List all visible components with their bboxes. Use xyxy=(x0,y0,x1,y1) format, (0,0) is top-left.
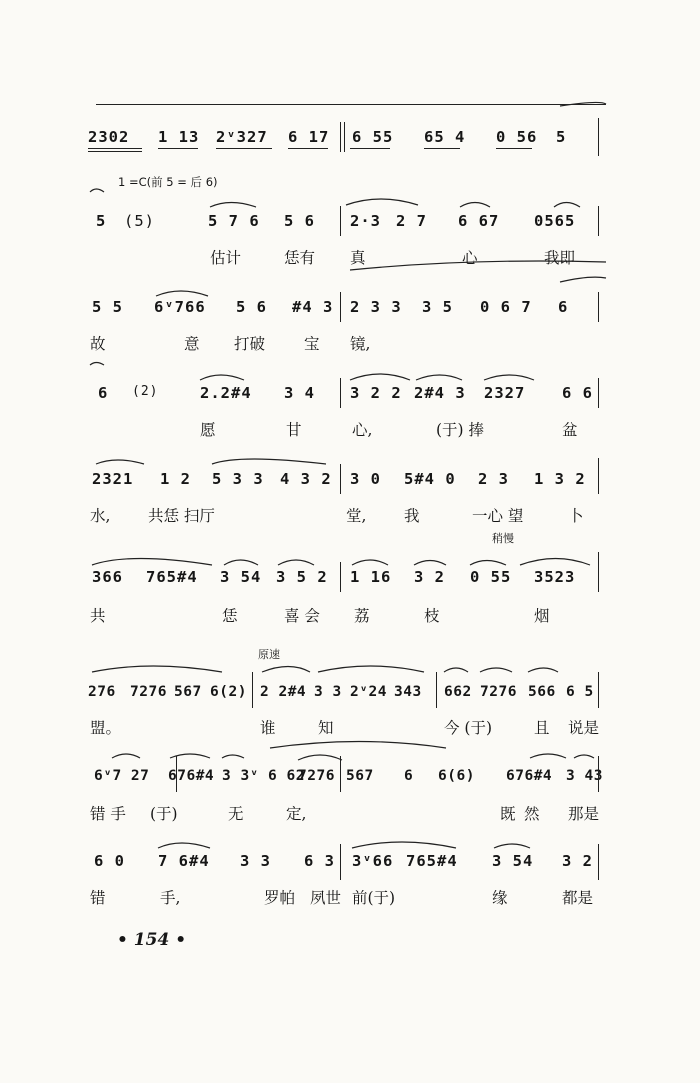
bar-line xyxy=(340,122,341,152)
bar-line xyxy=(598,672,599,708)
lyric: 盆 xyxy=(562,421,578,439)
tempo-mark-original: 原速 xyxy=(258,648,280,661)
note-group: 2ᵛ327 xyxy=(216,128,268,146)
note-group: 3 2 xyxy=(414,568,445,586)
note-group: 6 55 xyxy=(352,128,394,146)
lyric: 烟 xyxy=(534,607,550,625)
note-group: 6ᵛ7 27 xyxy=(94,768,150,784)
note-group: 3 43 xyxy=(566,768,603,784)
lyric: 恁有 xyxy=(284,249,316,267)
lyric: 甘 xyxy=(286,421,302,439)
note-group: 3 4 xyxy=(284,384,315,402)
notation-row-3 xyxy=(88,298,618,326)
note-group: 2 2#4 xyxy=(260,684,307,700)
note-group: 3 3 xyxy=(314,684,342,700)
note-group: 5 6 xyxy=(284,212,315,230)
note-group: 4 3 2 xyxy=(280,470,332,488)
lyric: 无 xyxy=(228,805,244,823)
lyric: 我 xyxy=(404,507,420,525)
notation-row-8 xyxy=(88,768,628,796)
note-group: 765#4 xyxy=(406,852,458,870)
bar-line xyxy=(340,562,341,592)
lyric-row-5 xyxy=(88,504,608,526)
note-group: 7276 xyxy=(130,684,167,700)
note-group: 366 xyxy=(92,568,123,586)
note-group: 6(2) xyxy=(210,684,247,700)
lyric: 心 xyxy=(462,249,478,267)
lyric: 水, xyxy=(90,507,111,525)
note-group: 276 xyxy=(88,684,116,700)
lyric: 故 xyxy=(90,335,106,353)
lyric-row-4 xyxy=(88,418,608,440)
lyric-row-6 xyxy=(88,604,608,626)
bar-line xyxy=(598,552,599,592)
note-group: 5 5 xyxy=(92,298,123,316)
note-group: (2) xyxy=(132,384,159,399)
bar-line xyxy=(340,206,341,236)
lyric: 知 xyxy=(318,719,334,737)
note-group: 6 5 xyxy=(566,684,594,700)
lyric: 且 xyxy=(534,719,550,737)
bar-line xyxy=(436,672,437,708)
note-group: 3 5 xyxy=(422,298,453,316)
lyric: 夙世 xyxy=(310,889,342,907)
note-group: 65 4 xyxy=(424,128,466,146)
lyric: 今 (于) xyxy=(444,719,493,737)
note-group: 7276 xyxy=(480,684,517,700)
lyric: 前(于) xyxy=(352,889,396,907)
bar-line xyxy=(340,464,341,494)
lyric: 既 xyxy=(500,805,516,823)
note-group: 3ᵛ66 xyxy=(352,852,394,870)
bar-line xyxy=(340,844,341,880)
note-group: 3 2 2 xyxy=(350,384,402,402)
note-group: 343 xyxy=(394,684,422,700)
note-group: 3 0 xyxy=(350,470,381,488)
notation-row-7 xyxy=(88,684,628,712)
note-group: 2ᵛ24 xyxy=(350,684,387,700)
note-group: 2·3 xyxy=(350,212,381,230)
note-group: 6 xyxy=(404,768,414,784)
note-group: 765#4 xyxy=(146,568,198,586)
lyric-row-3 xyxy=(88,332,608,354)
lyric: 我即 xyxy=(544,249,576,267)
note-group: 0 6 7 xyxy=(480,298,532,316)
note-group: 3 3ᵛ xyxy=(222,768,259,784)
lyric: 共 xyxy=(90,607,106,625)
lyric: (于) 捧 xyxy=(436,421,485,439)
note-group: 7276 xyxy=(298,768,335,784)
note-group: 2321 xyxy=(92,470,134,488)
note-group: 567 xyxy=(174,684,202,700)
note-group: 1 13 xyxy=(158,128,200,146)
note-group: 2#4 3 xyxy=(414,384,466,402)
lyric: 谁 xyxy=(260,719,276,737)
lyric: 手, xyxy=(160,889,181,907)
note-group: 2 3 xyxy=(478,470,509,488)
note-group: 676#4 xyxy=(506,768,553,784)
note-group: 5 3 3 xyxy=(212,470,264,488)
key-signature: 1 =C(前 5 = 后 6) xyxy=(118,175,218,189)
note-group: 5 6 xyxy=(236,298,267,316)
lyric: 意 xyxy=(184,335,200,353)
note-group: 2.2#4 xyxy=(200,384,252,402)
lyric: 估计 xyxy=(210,249,242,267)
lyric: 喜 会 xyxy=(284,607,320,625)
lyric: 说是 xyxy=(568,719,600,737)
note-group: 1 2 xyxy=(160,470,191,488)
note-group: 6 62 xyxy=(268,768,305,784)
lyric-row-8 xyxy=(88,802,608,824)
lyric: 共恁 扫厅 xyxy=(148,507,215,525)
note-group: 5 xyxy=(556,128,567,146)
lyric-row-9 xyxy=(88,886,608,908)
note-group: 2327 xyxy=(484,384,526,402)
note-group: 2302 xyxy=(88,128,130,146)
note-group: 1 16 xyxy=(350,568,392,586)
note-group: 662 xyxy=(444,684,472,700)
lyric-row-7 xyxy=(88,716,608,738)
bar-line xyxy=(340,756,341,792)
lyric: 盟。 xyxy=(90,719,122,737)
bar-line xyxy=(598,756,599,792)
note-group: #4 3 xyxy=(292,298,334,316)
lyric: 定, xyxy=(286,805,307,823)
note-group: 3 3 xyxy=(240,852,271,870)
notation-row-1 xyxy=(88,128,618,156)
note-group: 5 xyxy=(96,212,107,230)
notation-row-4 xyxy=(88,384,618,412)
lyric: 愿 xyxy=(200,421,216,439)
lyric-row-2 xyxy=(88,246,608,268)
lyric: 镜, xyxy=(350,335,371,353)
lyric: 一心 望 xyxy=(472,507,524,525)
lyric: 卜 xyxy=(568,507,584,525)
note-group: 0565 xyxy=(534,212,576,230)
note-group: 3 2 xyxy=(562,852,593,870)
bar-line xyxy=(598,206,599,236)
note-group: 6 xyxy=(558,298,569,316)
lyric: 错 手 xyxy=(90,805,126,823)
note-group: 6ᵛ766 xyxy=(154,298,206,316)
lyric: 宝 xyxy=(304,335,320,353)
bar-line xyxy=(598,378,599,408)
notation-row-5 xyxy=(88,470,618,498)
note-group: 2 7 xyxy=(396,212,427,230)
bar-line xyxy=(344,122,345,152)
note-group: 566 xyxy=(528,684,556,700)
note-group: 3 54 xyxy=(492,852,534,870)
note-group: 0 55 xyxy=(470,568,512,586)
note-group: 6 67 xyxy=(458,212,500,230)
note-group: 0 56 xyxy=(496,128,538,146)
note-group: 3523 xyxy=(534,568,576,586)
lyric: 堂, xyxy=(346,507,367,525)
note-group: 3 5 2 xyxy=(276,568,328,586)
bar-line xyxy=(252,672,253,708)
note-group: 6 xyxy=(98,384,109,402)
lyric: 打破 xyxy=(234,335,266,353)
note-group: 5#4 0 xyxy=(404,470,456,488)
lyric: 罗帕 xyxy=(264,889,296,907)
lyric: 荔 xyxy=(354,607,370,625)
lyric: 然 xyxy=(524,805,540,823)
lyric: 缘 xyxy=(492,889,508,907)
note-group: 567 xyxy=(346,768,374,784)
note-group: 5 7 6 xyxy=(208,212,260,230)
notation-row-2 xyxy=(88,212,618,240)
bar-line xyxy=(598,118,599,156)
notation-row-6 xyxy=(88,568,618,596)
page-number: • 154 • xyxy=(117,930,187,950)
lyric: 心, xyxy=(352,421,373,439)
lyric: 真 xyxy=(350,249,366,267)
tempo-mark-slowdown: 稍慢 xyxy=(492,532,514,545)
note-group: 6 3 xyxy=(304,852,335,870)
note-group: 6 6 xyxy=(562,384,593,402)
note-group: (5) xyxy=(124,212,155,230)
note-group: 1 3 2 xyxy=(534,470,586,488)
note-group: 6 0 xyxy=(94,852,125,870)
note-group: 3 54 xyxy=(220,568,262,586)
note-group: 676#4 xyxy=(168,768,215,784)
note-group: 6(6) xyxy=(438,768,475,784)
lyric: 恁 xyxy=(222,607,238,625)
lyric: 那是 xyxy=(568,805,600,823)
note-group: 7 6#4 xyxy=(158,852,210,870)
bar-line xyxy=(598,458,599,494)
lyric: 枝 xyxy=(424,607,440,625)
lyric: (于) xyxy=(150,805,178,823)
bar-line xyxy=(340,378,341,408)
bar-line xyxy=(340,292,341,322)
bar-line xyxy=(598,844,599,880)
lyric: 错 xyxy=(90,889,106,907)
notation-row-9 xyxy=(88,852,618,880)
lyric: 都是 xyxy=(562,889,594,907)
note-group: 2 3 3 xyxy=(350,298,402,316)
bar-line xyxy=(598,292,599,322)
note-group: 6 17 xyxy=(288,128,330,146)
bar-line xyxy=(176,756,177,792)
